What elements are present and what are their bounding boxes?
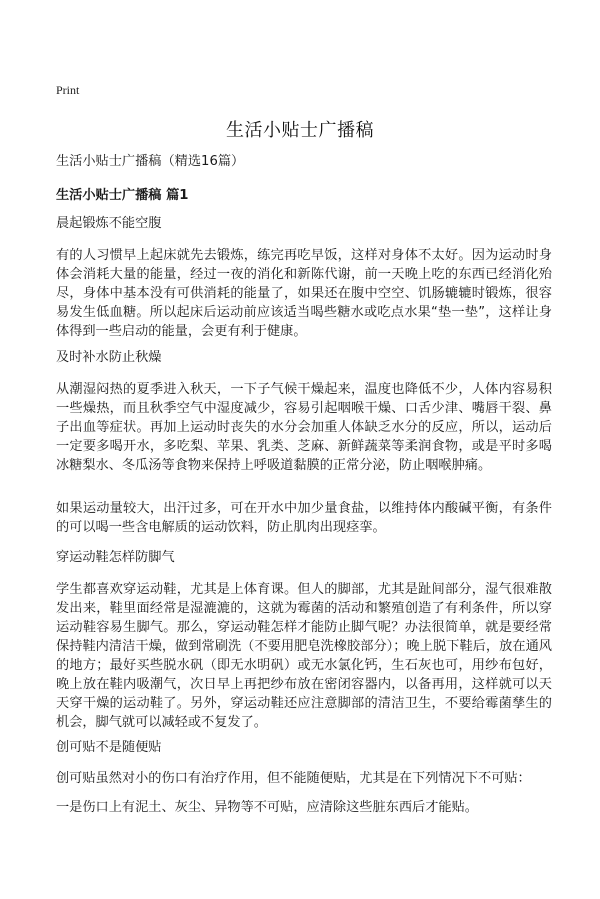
section-heading-band-aid: 创可贴不是随便贴 — [56, 740, 162, 755]
print-label: Print — [56, 83, 80, 97]
section-heading-autumn-hydration: 及时补水防止秋燥 — [56, 350, 162, 365]
document-subtitle: 生活小贴士广播稿（精选16篇） — [56, 154, 245, 169]
section-heading-morning-exercise: 晨起锻炼不能空腹 — [56, 216, 162, 231]
section-heading-athletes-foot: 穿运动鞋怎样防脚气 — [56, 550, 175, 565]
chapter-heading: 生活小贴士广播稿 篇1 — [56, 188, 189, 203]
paragraph-electrolytes: 如果运动量较大，出汗过多，可在开水中加少量食盐，以维持体内酸碱平衡，有条件的可以喝一些含电解质的运动饮料，防止肌肉出现痉挛。 — [56, 501, 552, 535]
paragraph-band-aid-intro: 创可贴虽然对小的伤口有治疗作用，但不能随便贴，尤其是在下列情况下不可贴： — [56, 771, 531, 786]
paragraph-band-aid-rule-1: 一是伤口上有泥土、灰尘、异物等不可贴，应清除这些脏东西后才能贴。 — [56, 800, 478, 815]
paragraph-autumn-hydration: 从潮湿闷热的夏季进入秋天，一下子气候干燥起来，温度也降低不少，人体内容易积一些燥热，而且秋季空气中湿度减少，容易引起咽喉干燥、口舌少津、嘴唇干裂、鼻子出血等症状。再加上运动时丧失的水分会加重人体缺乏水分的反应，所以，运动后一定要多喝开水，多吃梨、苹果、乳类、芝麻、新鲜蔬菜等柔润食物，或是平时多喝冰糖梨水、冬瓜汤等食物来保持上呼吸道黏膜的正常分泌，防止咽喉肿痛。 — [56, 382, 552, 473]
paragraph-athletes-foot: 学生都喜欢穿运动鞋，尤其是上体育课。但人的脚部，尤其是趾间部分，湿气很难散发出来，鞋里面经常是湿漉漉的，这就为霉菌的活动和繁殖创造了有利条件，所以穿运动鞋容易生脚气。那么，穿运动鞋怎样才能防止脚气呢？办法很简单，就是要经常保持鞋内清洁干燥，做到常刷洗（不要用肥皂洗橡胶部分）；晚上脱下鞋后，放在通风的地方；最好买些脱水矾（即无水明矾）或无水氯化钙，生石灰也可，用纱布包好，晚上放在鞋内吸潮气，次日早上再把纱布放在密闭容器内，以备再用，这样就可以天天穿干燥的运动鞋了。另外，穿运动鞋还应注意脚部的清洁卫生，不要给霉菌孳生的机会，脚气就可以减轻或不复发了。 — [56, 582, 552, 730]
paragraph-morning-exercise: 有的人习惯早上起床就先去锻炼，练完再吃早饭，这样对身体不太好。因为运动时身体会消耗大量的能量，经过一夜的消化和新陈代谢，前一天晚上吃的东西已经消化殆尽，身体中基本没有可供消耗的能量了，如果还在腹中空空、饥肠辘辘时锻炼，很容易发生低血糖。所以起床后运动前应该适当喝些糖水或吃点水果“垫一垫”，这样让身体得到一些启动的能量，会更有利于健康。 — [56, 248, 552, 339]
document-title: 生活小贴士广播稿 — [226, 120, 374, 141]
